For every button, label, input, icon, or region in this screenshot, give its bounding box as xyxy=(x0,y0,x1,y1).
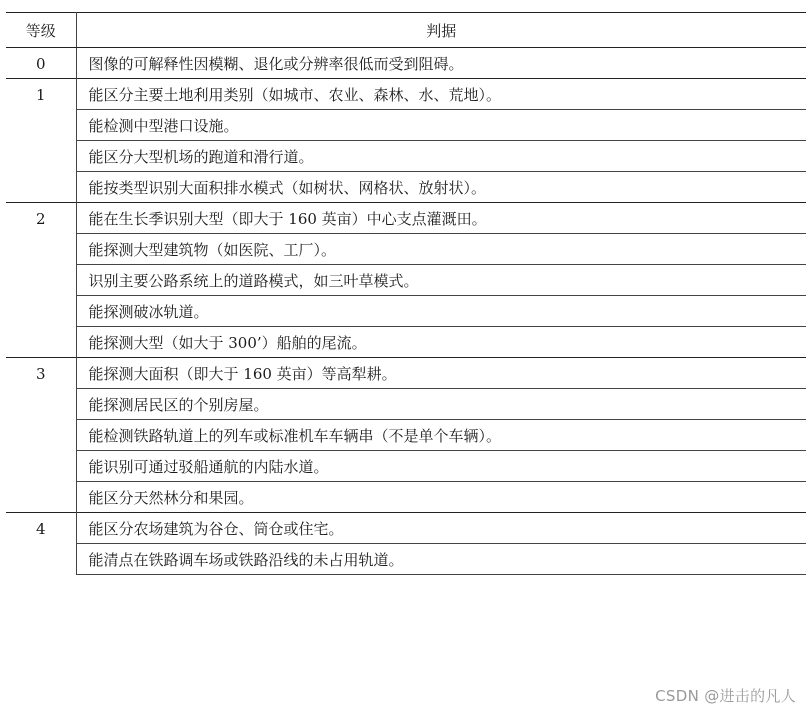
criteria-cell: 能清点在铁路调车场或铁路沿线的未占用轨道。 xyxy=(76,544,806,575)
header-row xyxy=(6,13,806,48)
table-row xyxy=(6,48,806,79)
criteria-cell: 能检测铁路轨道上的列车或标准机车车辆串（不是单个车辆）。 xyxy=(76,420,806,451)
table-row xyxy=(6,358,806,389)
table-body xyxy=(6,48,806,575)
criteria-cell: 能探测破冰轨道。 xyxy=(76,296,806,327)
header-level: 等级 xyxy=(6,13,76,48)
table-row xyxy=(6,234,806,265)
table-row xyxy=(6,420,806,451)
criteria-cell: 能区分农场建筑为谷仓、筒仓或住宅。 xyxy=(76,513,806,544)
table-row xyxy=(6,513,806,544)
table-row xyxy=(6,296,806,327)
criteria-cell: 能探测居民区的个别房屋。 xyxy=(76,389,806,420)
table-header xyxy=(6,13,806,48)
table-row xyxy=(6,203,806,234)
level-cell: 4 xyxy=(6,513,76,575)
watermark-text: CSDN @进击的凡人 xyxy=(655,687,796,705)
table-row xyxy=(6,110,806,141)
level-cell: 2 xyxy=(6,203,76,358)
table-row xyxy=(6,141,806,172)
criteria-cell: 图像的可解释性因模糊、退化或分辨率很低而受到阻碍。 xyxy=(76,48,806,79)
level-cell: 3 xyxy=(6,358,76,513)
table-row xyxy=(6,482,806,513)
criteria-cell: 能探测大型建筑物（如医院、工厂）。 xyxy=(76,234,806,265)
table-row xyxy=(6,389,806,420)
table-row xyxy=(6,172,806,203)
header-criteria: 判据 xyxy=(76,13,806,48)
criteria-cell: 能探测大面积（即大于 160 英亩）等高犁耕。 xyxy=(76,358,806,389)
table-row xyxy=(6,544,806,575)
level-cell: 0 xyxy=(6,48,76,79)
table-row xyxy=(6,79,806,110)
criteria-table xyxy=(6,12,806,575)
criteria-cell: 识别主要公路系统上的道路模式，如三叶草模式。 xyxy=(76,265,806,296)
criteria-cell: 能区分大型机场的跑道和滑行道。 xyxy=(76,141,806,172)
criteria-cell: 能按类型识别大面积排水模式（如树状、网格状、放射状）。 xyxy=(88,178,487,197)
criteria-cell: 能区分主要土地利用类别（如城市、农业、森林、水、荒地）。 xyxy=(76,79,806,110)
table-row xyxy=(6,451,806,482)
criteria-cell: 能识别可通过驳船通航的内陆水道。 xyxy=(76,451,806,482)
criteria-cell: 能检测中型港口设施。 xyxy=(76,110,806,141)
level-cell: 1 xyxy=(6,79,76,203)
criteria-cell: 能区分天然林分和果园。 xyxy=(88,488,254,507)
criteria-table-container xyxy=(6,12,806,575)
table-row xyxy=(6,265,806,296)
table-row xyxy=(6,327,806,358)
criteria-cell: 能在生长季识别大型（即大于 160 英亩）中心支点灌溉田。 xyxy=(76,203,806,234)
criteria-cell: 能探测大型（如大于 300’）船舶的尾流。 xyxy=(88,333,367,352)
